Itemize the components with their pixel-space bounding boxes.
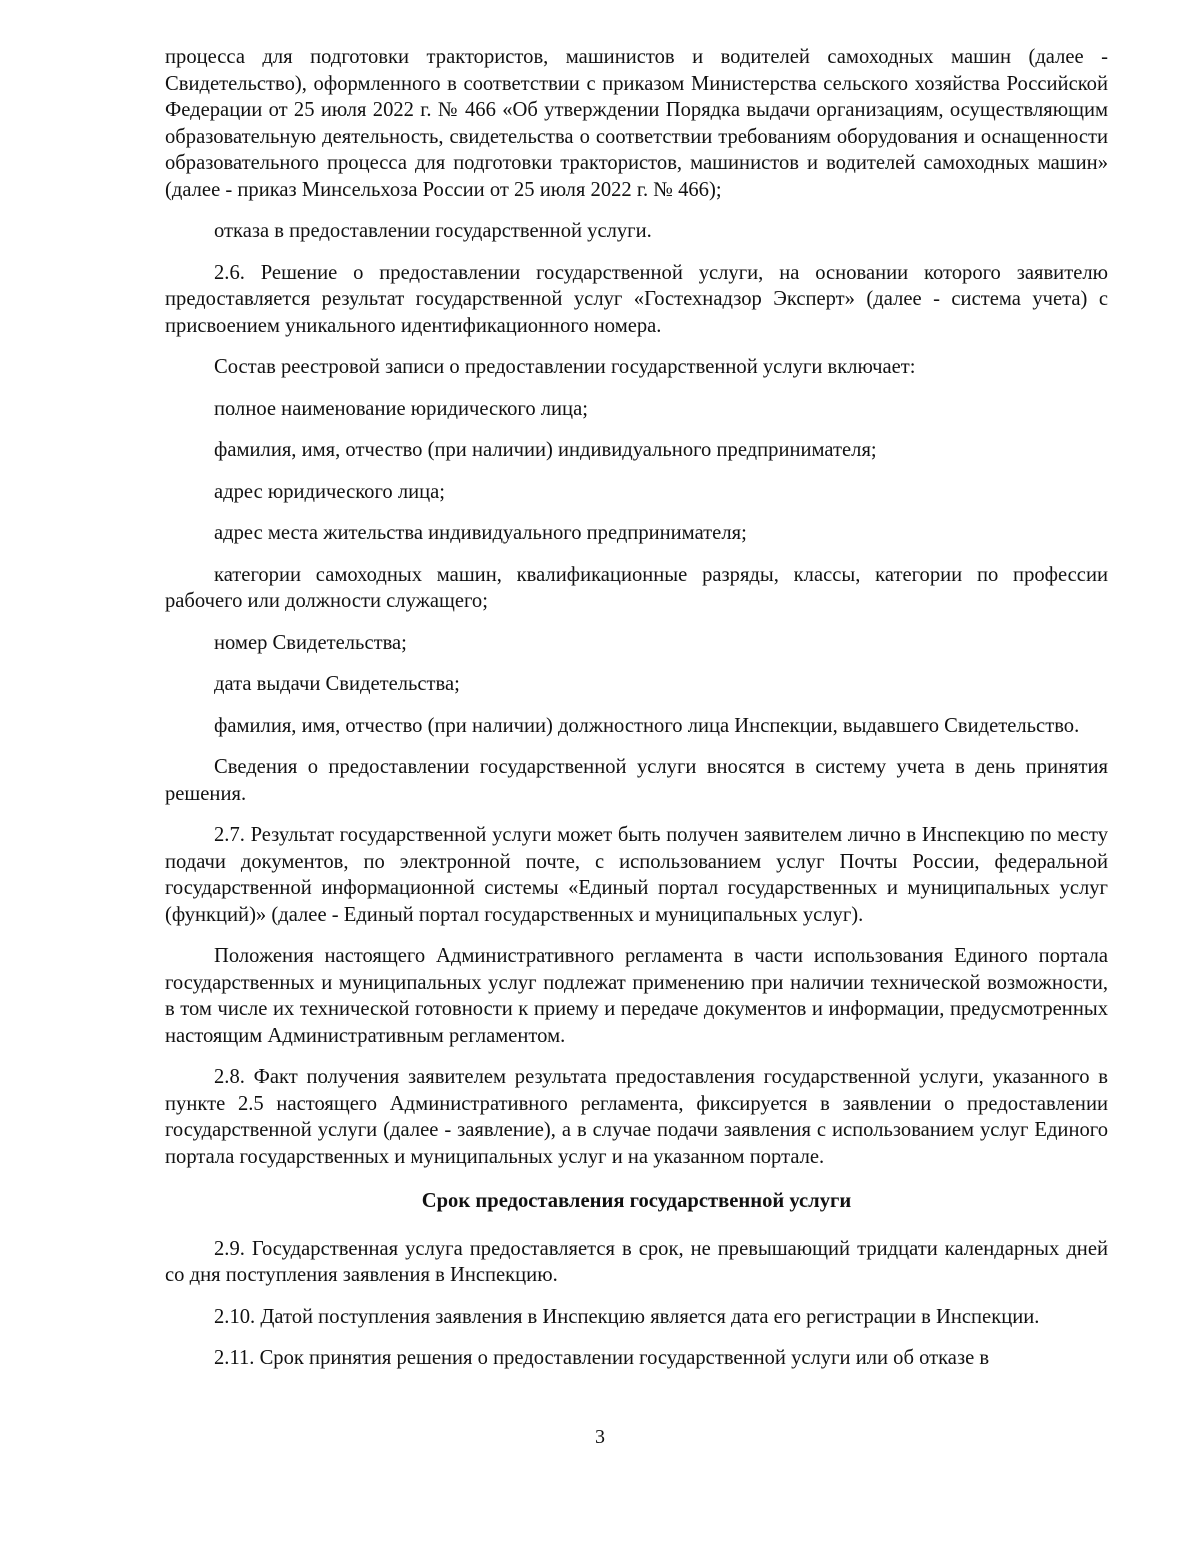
section-heading: Срок предоставления государственной услуги xyxy=(421,1190,852,1212)
paragraph: 2.6. Решение о предоставлении государственной услуги, на основании которого заявителю предоставляется результат государственной услуг «Гостехнадзор Эксперт» (далее - система учета) с присвоением уникального идентификационного номера. xyxy=(165,261,1108,337)
document-body xyxy=(165,44,1108,1387)
paragraph: адрес места жительства индивидуального предпринимателя; xyxy=(214,522,747,544)
paragraph: процесса для подготовки трактористов, машинистов и водителей самоходных машин (далее - Свидетельство), оформленного в соответствии с приказом Министерства сельского хозяйства Российской Федерации от 25 июля 2022 г. № 466 «Об утверждении Порядка выдачи организациям, осуществляющим образовательную деятельность, свидетельства о соответствии требованиям оборудования и оснащенности образовательного процесса для подготовки трактористов, машинистов и водителей самоходных машин» (далее - приказ Минсельхоза России от 25 июля 2022 г. № 466); xyxy=(165,46,1108,201)
paragraph: 2.10. Датой поступления заявления в Инспекцию является дата его регистрации в Инспекции. xyxy=(214,1305,1040,1328)
page-number: 3 xyxy=(595,1426,605,1448)
paragraph: категории самоходных машин, квалификационные разряды, классы, категории по профессии рабочего или должности служащего; xyxy=(165,563,1108,612)
paragraph: отказа в предоставлении государственной услуги. xyxy=(214,220,652,242)
paragraphs-after-heading xyxy=(165,1236,1108,1372)
paragraph: 2.8. Факт получения заявителем результата предоставления государственной услуги, указанного в пункте 2.5 настоящего Административного регламента, фиксируется в заявлении о предоставлении государственной услуги (далее - заявление), а в случае подачи заявления с использованием услуг Единого портала государственных и муниципальных услуг и на указанном портале. xyxy=(165,1066,1108,1168)
paragraph: Сведения о предоставлении государственной услуги вносятся в систему учета в день принятия решения. xyxy=(165,756,1108,805)
paragraph: 2.7. Результат государственной услуги может быть получен заявителем лично в Инспекцию по месту подачи документов, по электронной почте, с использованием услуг Почты России, федеральной государственной информационной системы «Единый портал государственных и муниципальных услуг (функций)» (далее - Единый портал государственных и муниципальных услуг). xyxy=(165,824,1108,926)
paragraph: номер Свидетельства; xyxy=(214,631,407,654)
paragraph: 2.11. Срок принятия решения о предоставлении государственной услуги или об отказе в xyxy=(214,1347,990,1369)
paragraph: Состав реестровой записи о предоставлении государственной услуги включает: xyxy=(214,356,916,378)
paragraph: адрес юридического лица; xyxy=(214,480,446,503)
paragraph: Положения настоящего Административного регламента в части использования Единого портала государственных и муниципальных услуг подлежат применению при наличии технической возможности, в том числе их технической готовности к приему и передаче документов и информации, предусмотренных настоящим Административным регламентом. xyxy=(165,945,1108,1047)
paragraph: 2.9. Государственная услуга предоставляется в срок, не превышающий тридцати календарных дней со дня поступления заявления в Инспекцию. xyxy=(165,1237,1108,1286)
paragraph: фамилия, имя, отчество (при наличии) индивидуального предпринимателя; xyxy=(214,439,877,461)
paragraph: полное наименование юридического лица; xyxy=(214,397,588,420)
paragraph: фамилия, имя, отчество (при наличии) должностного лица Инспекции, выдавшего Свидетельство. xyxy=(214,714,1080,737)
paragraphs-before-heading xyxy=(165,44,1108,1170)
paragraph: дата выдачи Свидетельства; xyxy=(214,673,460,695)
